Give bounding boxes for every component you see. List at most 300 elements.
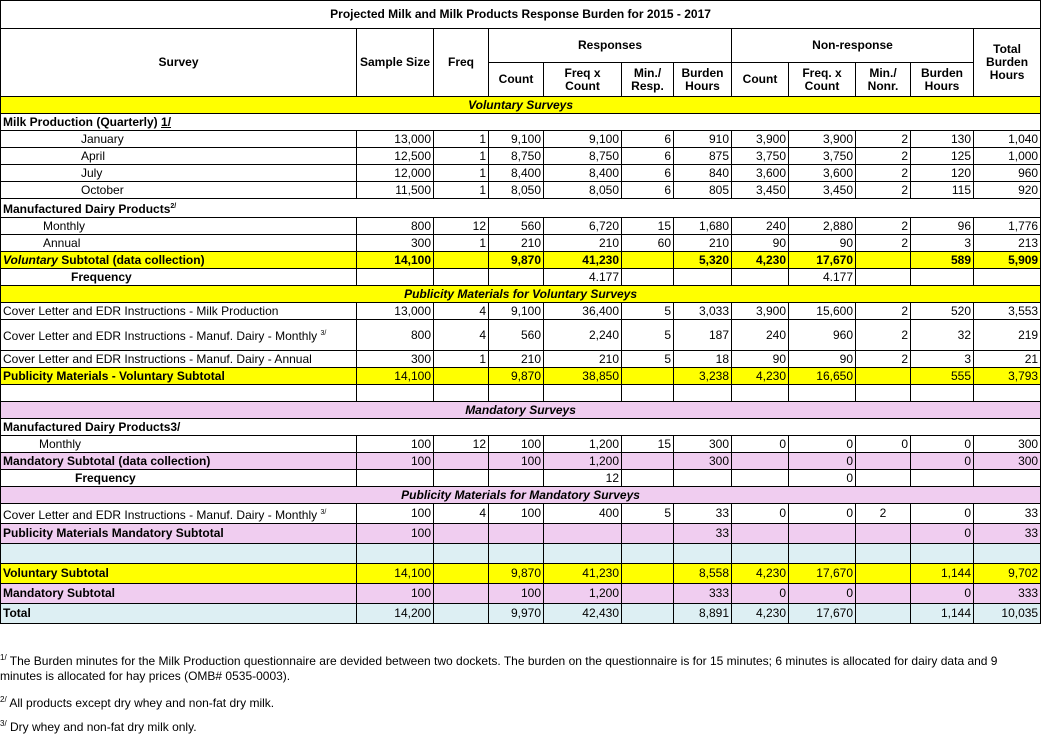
cell-sample-size: 100 [357,524,434,544]
cell-total-burden: 1,040 [974,131,1041,148]
cell-freq: 12 [434,218,489,235]
cell-resp-min: 6 [622,148,674,165]
cell-resp-burden: 333 [674,584,732,604]
footnote-3: $^{3/}$ Dry whey and non-fat dry milk only. [0,719,197,734]
cell-freq: 1 [434,165,489,182]
cell-nonr-min [856,584,911,604]
cell-sample-size: 14,100 [357,368,434,385]
table-row [1,453,1041,470]
cell-resp-min [622,453,674,470]
cell-resp-count: 100 [489,584,544,604]
cell-resp-count: 100 [489,504,544,524]
cell-resp-count: 210 [489,235,544,252]
cell-nonr-count: 0 [732,436,789,453]
cell-nonr-count: 0 [732,504,789,524]
cell-nonr-min [856,252,911,269]
cell-nonr-freq-count: 17,670 [789,564,856,584]
cell-sample-size: 100 [357,504,434,524]
header-nonresponse: Non-response [732,29,974,63]
cell-nonr-burden: 120 [911,165,974,182]
empty-cell [489,544,544,564]
cell-sample-size: 14,100 [357,252,434,269]
cell-nonr-min: 2 [856,165,911,182]
table-row [1,218,1041,235]
cell-resp-freq-count: 210 [544,351,622,368]
cell-nonr-freq-count: 17,670 [789,252,856,269]
cell-nonr-burden: 115 [911,182,974,199]
cell-total-burden: 21 [974,351,1041,368]
cell-nonr-count: 3,600 [732,165,789,182]
empty-cell [674,544,732,564]
cell-nonr-count: 3,450 [732,182,789,199]
cell-nonr-burden: 0 [911,524,974,544]
cell-nonr-freq-count: 17,670 [789,604,856,624]
cell-total-burden: 10,035 [974,604,1041,624]
cell-resp-burden: 300 [674,436,732,453]
cell-resp-freq-count: 4.177 [544,269,622,286]
cell-total-burden: 9,702 [974,564,1041,584]
group-manufactured-dairy-mandatory: Manufactured Dairy Products3/ [1,419,1041,436]
cell-nonr-min [856,368,911,385]
empty-cell [544,544,622,564]
cell-sample-size: 14,200 [357,604,434,624]
section-voluntary-surveys: Voluntary Surveys [1,97,1041,114]
cell-resp-count [489,269,544,286]
cell-nonr-min [856,470,911,487]
cell-resp-count: 9,100 [489,131,544,148]
cell-nonr-min [856,269,911,286]
cell-nonr-burden: 1,144 [911,604,974,624]
cell-sample-size: 800 [357,320,434,351]
cell-freq [434,564,489,584]
row-label: Annual [1,235,357,252]
cell-resp-burden: 910 [674,131,732,148]
empty-cell [732,385,789,402]
cell-resp-burden: 5,320 [674,252,732,269]
cell-resp-freq-count: 8,750 [544,148,622,165]
table-row [1,148,1041,165]
row-label: October [1,182,357,199]
cell-resp-freq-count: 1,200 [544,584,622,604]
cell-freq [434,524,489,544]
table-row [1,436,1041,453]
cell-resp-count: 560 [489,320,544,351]
empty-cell [622,385,674,402]
table-row [1,604,1041,624]
group-manufactured-dairy: Manufactured Dairy Products$^{2/}$ [1,199,1041,218]
cell-freq: 1 [434,148,489,165]
cell-resp-min: 5 [622,303,674,320]
row-label: Voluntary Subtotal [1,564,357,584]
cell-resp-count [489,524,544,544]
header-sample-size: Sample Size [357,29,434,97]
cell-nonr-freq-count: 0 [789,504,856,524]
cell-sample-size: 800 [357,218,434,235]
cell-resp-count: 100 [489,436,544,453]
cell-nonr-burden: 555 [911,368,974,385]
cell-total-burden: 213 [974,235,1041,252]
cell-nonr-freq-count: 15,600 [789,303,856,320]
cell-nonr-min: 2 [856,148,911,165]
cell-resp-min: 5 [622,504,674,524]
cell-nonr-min [856,453,911,470]
cell-resp-freq-count: 42,430 [544,604,622,624]
cell-resp-burden: 1,680 [674,218,732,235]
empty-cell [434,385,489,402]
empty-cell [674,385,732,402]
cell-nonr-burden: 96 [911,218,974,235]
cell-total-burden: 333 [974,584,1041,604]
cell-sample-size [357,269,434,286]
row-label: Frequency [1,269,357,286]
cell-nonr-burden: 3 [911,235,974,252]
header-resp-burden: Burden Hours [674,63,732,97]
cell-resp-count: 9,970 [489,604,544,624]
table-row [1,504,1041,524]
cell-resp-min: 60 [622,235,674,252]
cell-resp-freq-count: 210 [544,235,622,252]
cell-resp-freq-count: 6,720 [544,218,622,235]
row-label: January [1,131,357,148]
cell-resp-count: 100 [489,453,544,470]
cell-nonr-count: 4,230 [732,604,789,624]
cell-resp-burden: 33 [674,524,732,544]
row-label: Publicity Materials Mandatory Subtotal [1,524,357,544]
empty-cell [434,544,489,564]
empty-cell [622,544,674,564]
empty-cell [911,544,974,564]
cell-resp-burden: 300 [674,453,732,470]
cell-resp-freq-count [544,524,622,544]
cell-nonr-freq-count: 2,880 [789,218,856,235]
cell-resp-freq-count: 12 [544,470,622,487]
cell-nonr-burden: 3 [911,351,974,368]
cell-sample-size: 11,500 [357,182,434,199]
cell-resp-freq-count: 38,850 [544,368,622,385]
cell-sample-size: 12,000 [357,165,434,182]
empty-cell [789,544,856,564]
cell-resp-count: 560 [489,218,544,235]
cell-resp-min [622,252,674,269]
cell-freq [434,252,489,269]
cell-resp-min: 6 [622,182,674,199]
header-survey: Survey [1,29,357,97]
cell-resp-min [622,470,674,487]
cell-nonr-count: 240 [732,320,789,351]
cell-resp-count: 9,870 [489,368,544,385]
cell-resp-min: 6 [622,165,674,182]
cell-nonr-count: 4,230 [732,368,789,385]
table-row [1,351,1041,368]
cell-nonr-count [732,269,789,286]
cell-sample-size [357,470,434,487]
cell-resp-min [622,604,674,624]
table-row [1,165,1041,182]
cell-nonr-freq-count: 3,750 [789,148,856,165]
row-label: Cover Letter and EDR Instructions - Manuf. Dairy - Annual [1,351,357,368]
cell-resp-min: 6 [622,131,674,148]
cell-nonr-burden: 130 [911,131,974,148]
cell-sample-size: 14,100 [357,564,434,584]
cell-resp-count: 8,050 [489,182,544,199]
cell-nonr-count: 0 [732,584,789,604]
cell-freq: 4 [434,303,489,320]
empty-cell [544,385,622,402]
cell-sample-size: 13,000 [357,131,434,148]
cell-freq [434,604,489,624]
empty-cell [974,544,1041,564]
cell-total-burden: 219 [974,320,1041,351]
header-total-burden: Total Burden Hours [974,29,1041,97]
cell-nonr-count [732,453,789,470]
row-label: Monthly [1,218,357,235]
cell-nonr-burden: 589 [911,252,974,269]
row-label: Voluntary Subtotal (data collection) [1,252,357,269]
cell-total-burden: 33 [974,524,1041,544]
cell-sample-size: 100 [357,436,434,453]
cell-resp-min: 5 [622,320,674,351]
cell-sample-size: 100 [357,584,434,604]
cell-freq [434,269,489,286]
cell-nonr-count: 4,230 [732,564,789,584]
cell-nonr-freq-count: 0 [789,453,856,470]
cell-freq: 1 [434,182,489,199]
cell-resp-freq-count: 41,230 [544,564,622,584]
header-nonr-freq-count: Freq. x Count [789,63,856,97]
row-label: Mandatory Subtotal (data collection) [1,453,357,470]
cell-resp-freq-count: 1,200 [544,436,622,453]
empty-cell [357,385,434,402]
cell-resp-freq-count: 8,400 [544,165,622,182]
spacer-row [1,385,1041,402]
header-nonr-count: Count [732,63,789,97]
section-publicity-mandatory: Publicity Materials for Mandatory Surveys [1,487,1041,504]
cell-total-burden: 1,000 [974,148,1041,165]
table-row [1,269,1041,286]
cell-resp-burden: 3,033 [674,303,732,320]
table-row [1,131,1041,148]
cell-nonr-burden: 32 [911,320,974,351]
empty-cell [974,385,1041,402]
spacer-row [1,544,1041,564]
cell-sample-size: 12,500 [357,148,434,165]
cell-nonr-burden: 0 [911,453,974,470]
cell-freq: 1 [434,131,489,148]
header-freq: Freq [434,29,489,97]
table-row [1,368,1041,385]
cell-resp-burden: 805 [674,182,732,199]
empty-cell [856,544,911,564]
row-label: Publicity Materials - Voluntary Subtotal [1,368,357,385]
table-row [1,470,1041,487]
cell-nonr-min: 2 [856,303,911,320]
cell-sample-size: 13,000 [357,303,434,320]
cell-nonr-freq-count [789,524,856,544]
cell-nonr-burden [911,269,974,286]
cell-resp-burden: 3,238 [674,368,732,385]
cell-nonr-freq-count: 3,600 [789,165,856,182]
cell-nonr-freq-count: 16,650 [789,368,856,385]
cell-sample-size: 100 [357,453,434,470]
section-mandatory-surveys: Mandatory Surveys [1,402,1041,419]
cell-resp-min [622,584,674,604]
cell-resp-count: 9,100 [489,303,544,320]
cell-nonr-freq-count: 0 [789,436,856,453]
row-label: Total [1,604,357,624]
cell-resp-freq-count: 400 [544,504,622,524]
empty-cell [357,544,434,564]
empty-cell [911,385,974,402]
cell-freq [434,368,489,385]
cell-nonr-burden: 0 [911,584,974,604]
cell-total-burden: 5,909 [974,252,1041,269]
header-resp-freq-count: Freq x Count [544,63,622,97]
cell-resp-burden: 187 [674,320,732,351]
cell-nonr-burden: 1,144 [911,564,974,584]
cell-freq [434,470,489,487]
cell-resp-freq-count: 8,050 [544,182,622,199]
cell-resp-count: 8,750 [489,148,544,165]
cell-total-burden: 33 [974,504,1041,524]
cell-nonr-count [732,470,789,487]
cell-nonr-min: 2 [856,218,911,235]
row-label: Frequency [1,470,357,487]
cell-freq: 4 [434,504,489,524]
cell-resp-burden [674,269,732,286]
cell-resp-burden: 33 [674,504,732,524]
row-label: Cover Letter and EDR Instructions - Manuf. Dairy - Monthly $^{3/}$ [1,504,357,524]
cell-nonr-min: 2 [856,320,911,351]
cell-resp-min [622,524,674,544]
section-publicity-voluntary: Publicity Materials for Voluntary Surveys [1,286,1041,303]
cell-freq: 1 [434,351,489,368]
row-label: July [1,165,357,182]
cell-resp-burden: 8,558 [674,564,732,584]
cell-resp-min [622,368,674,385]
table-row [1,235,1041,252]
cell-resp-freq-count: 41,230 [544,252,622,269]
cell-freq [434,584,489,604]
cell-resp-burden: 875 [674,148,732,165]
cell-nonr-freq-count: 3,900 [789,131,856,148]
cell-nonr-burden: 520 [911,303,974,320]
cell-resp-min [622,564,674,584]
table-row [1,524,1041,544]
row-label: Monthly [1,436,357,453]
cell-nonr-freq-count: 3,450 [789,182,856,199]
empty-cell [489,385,544,402]
cell-nonr-freq-count: 0 [789,470,856,487]
cell-nonr-burden: 125 [911,148,974,165]
cell-resp-burden: 840 [674,165,732,182]
row-label: Cover Letter and EDR Instructions - Milk Production [1,303,357,320]
cell-nonr-count: 3,750 [732,148,789,165]
cell-resp-freq-count: 2,240 [544,320,622,351]
cell-nonr-min: 2 [856,504,911,524]
table-row [1,564,1041,584]
cell-nonr-freq-count: 90 [789,351,856,368]
cell-sample-size: 300 [357,235,434,252]
cell-nonr-min: 2 [856,235,911,252]
cell-total-burden: 3,793 [974,368,1041,385]
cell-nonr-min: 0 [856,436,911,453]
header-resp-min: Min./ Resp. [622,63,674,97]
row-label: Mandatory Subtotal [1,584,357,604]
cell-resp-min [622,269,674,286]
cell-total-burden: 300 [974,436,1041,453]
cell-total-burden: 920 [974,182,1041,199]
cell-nonr-min [856,564,911,584]
table-row [1,320,1041,351]
cell-nonr-count: 240 [732,218,789,235]
cell-resp-burden: 8,891 [674,604,732,624]
empty-cell [789,385,856,402]
cell-nonr-freq-count: 960 [789,320,856,351]
table-row [1,303,1041,320]
row-label: Cover Letter and EDR Instructions - Manuf. Dairy - Monthly $^{3/}$ [1,320,357,351]
cell-nonr-count: 3,900 [732,131,789,148]
table-title: Projected Milk and Milk Products Response Burden for 2015 - 2017 [1,1,1041,29]
table-row [1,252,1041,269]
cell-resp-burden: 18 [674,351,732,368]
cell-resp-freq-count: 9,100 [544,131,622,148]
cell-nonr-min [856,524,911,544]
cell-nonr-min: 2 [856,131,911,148]
header-nonr-min: Min./ Nonr. [856,63,911,97]
cell-nonr-freq-count: 0 [789,584,856,604]
header-resp-count: Count [489,63,544,97]
cell-total-burden: 1,776 [974,218,1041,235]
header-responses: Responses [489,29,732,63]
cell-nonr-count: 4,230 [732,252,789,269]
cell-total-burden [974,470,1041,487]
cell-resp-count [489,470,544,487]
cell-nonr-burden [911,470,974,487]
cell-resp-count: 210 [489,351,544,368]
cell-nonr-burden: 0 [911,504,974,524]
group-milk-production: Milk Production (Quarterly) 1/ [1,114,1041,131]
cell-nonr-min [856,604,911,624]
empty-cell [856,385,911,402]
cell-nonr-burden: 0 [911,436,974,453]
cell-resp-count: 9,870 [489,564,544,584]
cell-resp-burden [674,470,732,487]
cell-resp-min: 5 [622,351,674,368]
cell-freq: 4 [434,320,489,351]
cell-sample-size: 300 [357,351,434,368]
cell-total-burden: 960 [974,165,1041,182]
cell-nonr-min: 2 [856,182,911,199]
cell-resp-freq-count: 36,400 [544,303,622,320]
cell-resp-freq-count: 1,200 [544,453,622,470]
empty-cell [732,544,789,564]
header-nonr-burden: Burden Hours [911,63,974,97]
cell-nonr-freq-count: 4.177 [789,269,856,286]
cell-nonr-count: 3,900 [732,303,789,320]
cell-resp-burden: 210 [674,235,732,252]
cell-nonr-count: 90 [732,351,789,368]
cell-freq [434,453,489,470]
cell-resp-min: 15 [622,436,674,453]
cell-resp-count: 9,870 [489,252,544,269]
empty-cell [1,385,357,402]
table-row [1,584,1041,604]
footnote-2: $^{2/}$ All products except dry whey and non-fat dry milk. [0,695,275,710]
cell-freq: 1 [434,235,489,252]
cell-nonr-count [732,524,789,544]
cell-total-burden [974,269,1041,286]
row-label: April [1,148,357,165]
